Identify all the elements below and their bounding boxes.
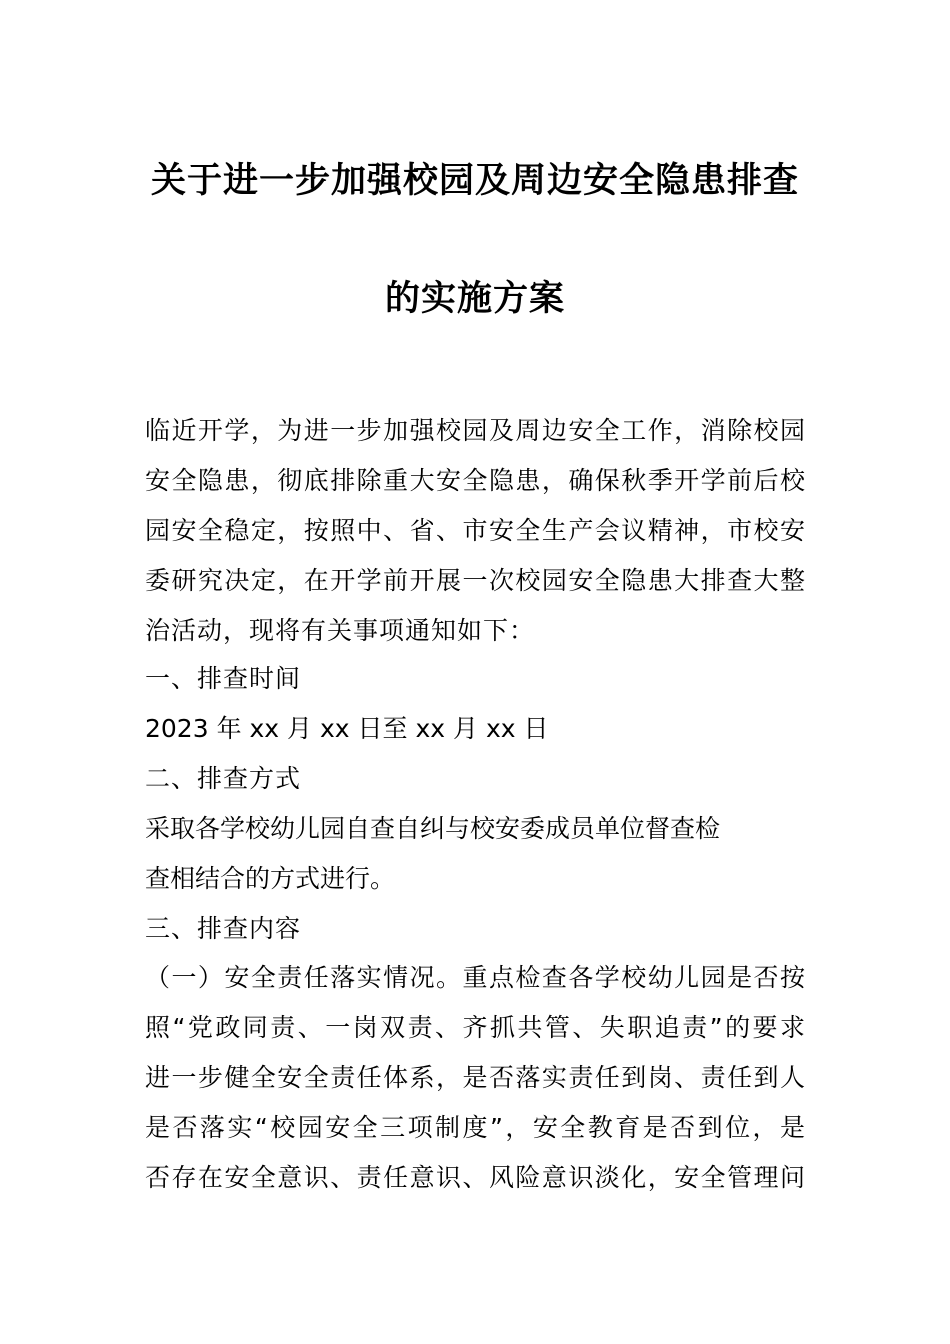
body-line: 2023 年 xx 月 xx 日至 xx 月 xx 日 xyxy=(145,714,549,743)
body-line: 采取各学校幼儿园自查自纠与校安委成员单位督查检 xyxy=(145,814,721,843)
body-line: 否存在安全意识、责任意识、风险意识淡化，安全管理问 xyxy=(145,1163,805,1192)
body-line: 园安全稳定，按照中、省、市安全生产会议精神，市校安 xyxy=(145,516,805,545)
body-line: 照“党政同责、一岗双责、齐抓共管、失职追责”的要求 xyxy=(145,1013,805,1042)
body-line: 治活动，现将有关事项通知如下： xyxy=(145,616,536,645)
body-line: 安全隐患，彻底排除重大安全隐患，确保秋季开学前后校 xyxy=(145,466,805,495)
document-title-line-1: 关于进一步加强校园及周边安全隐患排查 xyxy=(150,161,799,201)
document-title-line-2: 的实施方案 xyxy=(384,279,565,319)
body-line: （一）安全责任落实情况。重点检查各学校幼儿园是否按 xyxy=(145,963,805,992)
body-line: 查相结合的方式进行。 xyxy=(145,864,396,893)
body-line: 委研究决定，在开学前开展一次校园安全隐患大排查大整 xyxy=(145,566,805,595)
section-heading: 二、排查方式 xyxy=(145,764,302,793)
section-heading: 一、排查时间 xyxy=(145,664,302,693)
body-line: 进一步健全安全责任体系，是否落实责任到岗、责任到人 xyxy=(145,1063,805,1092)
section-heading: 三、排查内容 xyxy=(145,914,302,943)
body-line: 是否落实“校园安全三项制度”，安全教育是否到位，是 xyxy=(145,1113,805,1142)
body-line: 临近开学，为进一步加强校园及周边安全工作，消除校园 xyxy=(145,416,805,445)
